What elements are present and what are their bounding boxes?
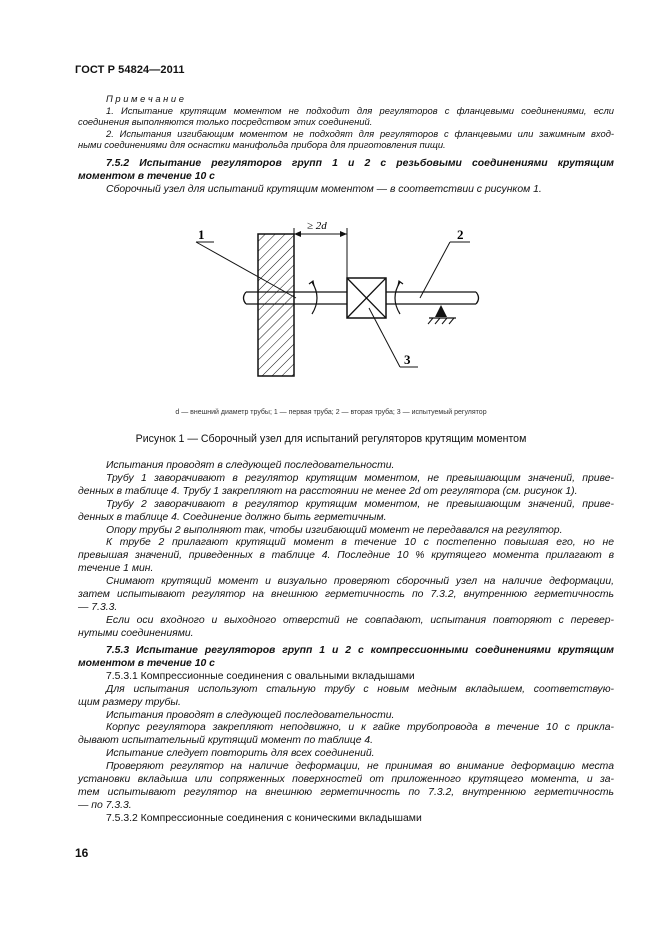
subsection-title: 7.5.3.1 Компрессионные соединения с овальными вкладышами — [106, 670, 415, 682]
leader-2 — [420, 242, 450, 298]
paragraph-line: течение 1 мин. — [78, 563, 154, 575]
dimension-marker — [294, 228, 347, 278]
procedure-block — [78, 460, 614, 641]
note-line: 2. Испытания изгибающим моментом не подходят для регуляторов с фланцевыми или зажимным вход- — [106, 127, 614, 139]
support-icon — [428, 305, 456, 324]
section-heading: 7.5.3 Испытание регуляторов групп 1 и 2 с компрессионными соединениями крутящим — [106, 645, 614, 656]
paragraph-line: денных в таблице 4. Трубу 1 закрепляют на расстоянии не менее 2d от регулятора (см. рисунок 1). — [78, 485, 578, 497]
paragraph-line: — 7.3.3. — [78, 601, 118, 613]
label-1: 1 — [198, 227, 205, 242]
note-block — [78, 93, 614, 151]
figure-legend: d — внешний диаметр трубы; 1 — первая труба; 2 — вторая труба; 3 — испытуемый регулятор — [175, 409, 487, 416]
paragraph-line: Испытания проводят в следующей последовательности. — [106, 460, 395, 471]
paragraph-line: Трубу 2 заворачивают в регулятор крутящим моментом, не превышающим значений, приве- — [106, 498, 614, 510]
dimension-label: ≥ 2d — [307, 220, 327, 232]
torque-arrow-right-icon — [395, 281, 403, 314]
paragraph-line: Корпус регулятора закрепляют неподвижно, и к гайке трубопровода в течение 10 с прикла- — [106, 722, 614, 734]
section-7-5-3 — [78, 645, 614, 826]
paragraph-line: щим размеру трубы. — [78, 696, 181, 708]
note-line: соединения выполняются только посредством этих соединений. — [78, 116, 373, 128]
pipe-2 — [386, 292, 479, 304]
paragraph-line: тем испытывают регулятор на внешнюю герметичность по 7.3.2, внутреннюю герметичность — [78, 786, 614, 798]
note-line: ными соединениями для оснастки манифольда прибора для приготовления пищи. — [78, 139, 446, 151]
note-title: П р и м е ч а н и е — [106, 93, 184, 104]
paragraph-line: Испытания проводят в следующей последовательности. — [106, 709, 395, 721]
paragraph-line: К трубе 2 прилагают крутящий момент в течение 10 с постепенно повышая его, но не — [106, 537, 614, 549]
paragraph-line: превышая значений, приведенных в таблице 4. Последние 10 % крутящего момента прилагают в — [78, 550, 614, 562]
label-3: 3 — [404, 352, 411, 367]
assembly-figure — [0, 212, 662, 382]
section-heading: моментом в течение 10 с — [78, 657, 215, 669]
paragraph-line: Опору трубы 2 выполняют так, чтобы изгибающий момент не передавался на регулятор. — [106, 524, 563, 536]
paragraph-line: затем испытывают регулятор на внешнюю герметичность по 7.3.2, внутреннюю герметичность — [78, 589, 614, 601]
section-7-5-2 — [78, 158, 614, 197]
note-line: 1. Испытание крутящим моментом не подходит для регуляторов с фланцевыми соединениями, если — [106, 104, 614, 116]
paragraph-line: денных в таблице 4. Соединение должно быть герметичным. — [78, 511, 387, 523]
document-code: ГОСТ Р 54824—2011 — [75, 64, 185, 76]
subsection-title: 7.5.3.2 Компрессионные соединения с коническими вкладышами — [106, 812, 422, 824]
page-number: 16 — [75, 846, 89, 860]
figure-caption: Рисунок 1 — Сборочный узел для испытаний регуляторов крутящим моментом — [135, 433, 527, 445]
paragraph-line: нутыми соединениями. — [78, 627, 194, 639]
section-heading: моментом в течение 10 с — [78, 170, 215, 182]
paragraph-line: дывают испытательный крутящий момент по таблице 4. — [78, 735, 374, 747]
paragraph-line: Для испытания используют стальную трубу с новым медным вкладышем, соответствую- — [106, 683, 614, 695]
paragraph-line: Если оси входного и выходного отверстий не совпадают, испытания повторяют с перевер- — [106, 614, 614, 626]
paragraph-line: Проверяют регулятор на наличие деформации, не принимая во внимание деформацию места — [106, 761, 614, 773]
paragraph-line: — по 7.3.3. — [78, 799, 132, 811]
regulator-box — [347, 278, 386, 318]
label-2: 2 — [457, 227, 464, 242]
paragraph-line: Снимают крутящий момент и визуально проверяют сборочный узел на наличие деформации, — [106, 576, 614, 588]
torque-arrow-left-icon — [309, 281, 317, 314]
paragraph-line: Испытание следует повторить для всех соединений. — [106, 748, 375, 760]
section-intro: Сборочный узел для испытаний крутящим моментом — в соответствии с рисунком 1. — [106, 183, 542, 195]
section-heading: 7.5.2 Испытание регуляторов групп 1 и 2 с резьбовыми соединениями крутящим — [106, 158, 614, 169]
paragraph-line: Трубу 1 заворачивают в регулятор крутящим моментом, не превышающим значений, приве- — [106, 472, 614, 484]
clamp-wall — [258, 234, 294, 376]
paragraph-line: установки вкладыша или сопряженных поверхностей от приложенного крутящего момента, и за- — [78, 774, 614, 786]
